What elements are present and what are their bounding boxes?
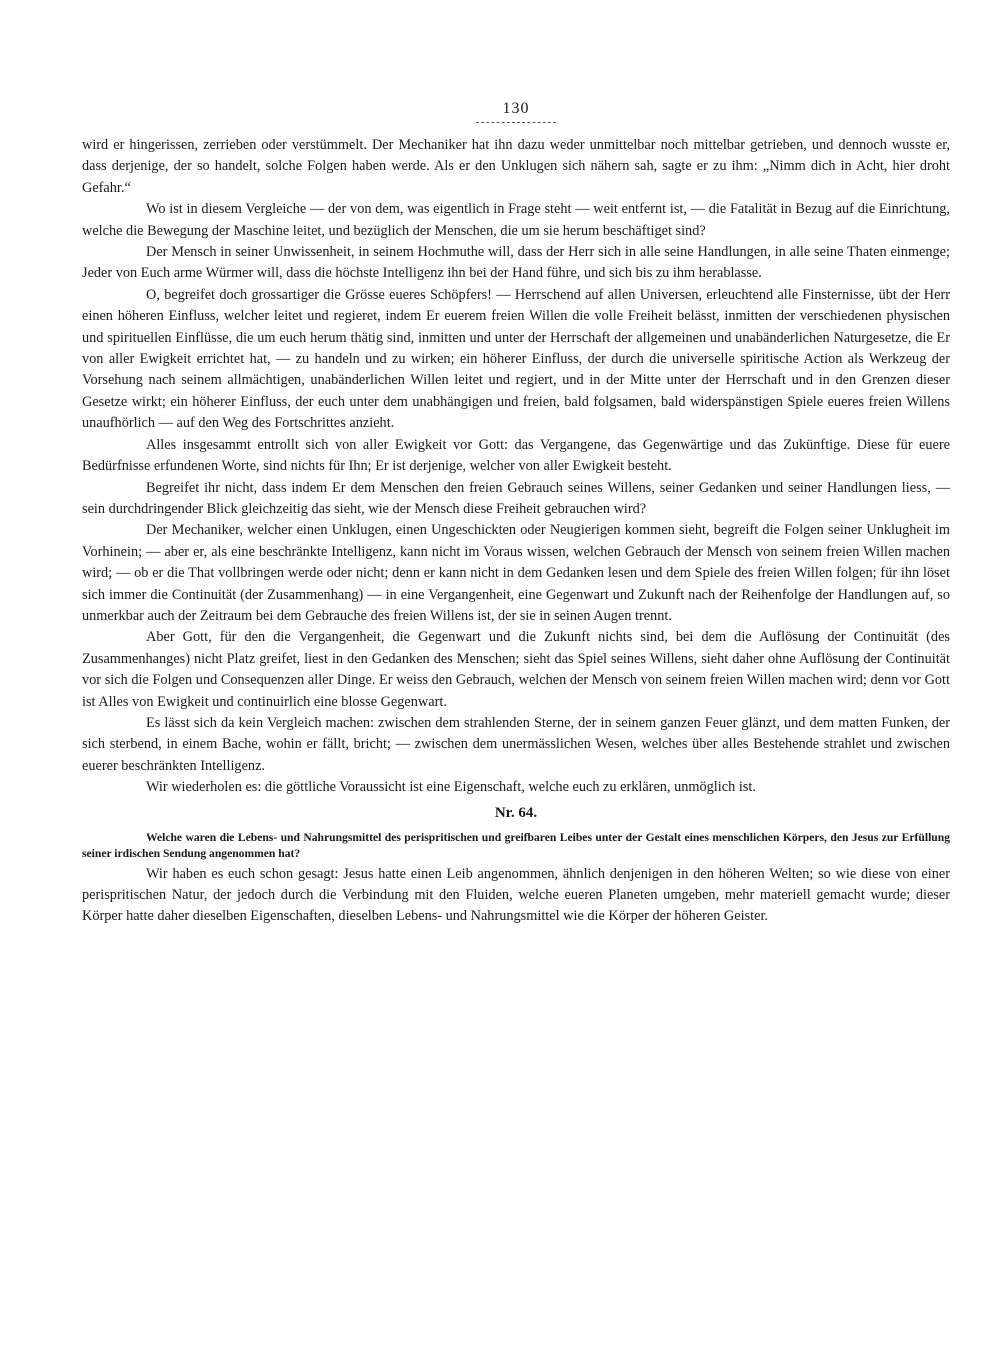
- page-number-rule: [476, 122, 556, 123]
- paragraph-1: wird er hingerissen, zerrieben oder verstümmelt. Der Mechaniker hat ihn dazu weder unmittelbar noch mittelbar getrieben, und dennoch wusste er, dass derjenige, der so handelt, solche Folgen haben werde. Als er den Unklugen sich nähern sah, sagte er zu ihm: „Nimm dich in Acht, hier droht Gefahr.“: [82, 137, 950, 196]
- paragraph-9: Es lässt sich da kein Vergleich machen: zwischen dem strahlenden Sterne, der in seinem ganzen Feuer glänzt, und dem matten Funken, der sich sterbend, in einem Bache, wohin er fällt, bricht; — zwischen dem unermässlichen Wesen, welches über alles Bestehende strahlet und zwischen euerer beschränkten Intelligenz.: [82, 714, 950, 774]
- section-answer: Wir haben es euch schon gesagt: Jesus hatte einen Leib angenommen, ähnlich denjenigen in den höheren Welten; so wie diese von einer perispritischen Natur, der jedoch durch die Verbindung mit den Fluiden, welche eueren Planeten umgeben, mehr materiell gemacht wurde; dieser Körper hatte daher dieselben Eigenschaften, dieselben Lebens- und Nahrungsmittel wie die Körper der höheren Geister.: [82, 865, 950, 925]
- paragraph-8: Aber Gott, für den die Vergangenheit, die Gegenwart und die Zukunft nichts sind, bei dem die Auflösung der Continuität (des Zusammenhanges) nicht Platz greifet, liest in den Gedanken des Menschen; sieht das Spiel seines Willens, sieht daher ohne Auflösung der Continuität vor sich die Folgen und Consequenzen aller Dinge. Er weiss den Gebrauch, welchen der Mensch von seinem freien Willen machen wird; denn vor Gott ist Alles von Ewigkeit und continuirlich eine blosse Gegenwart.: [82, 629, 950, 710]
- section-question: Welche waren die Lebens- und Nahrungsmittel des perispritischen und greifbaren Leibes unter der Gestalt eines menschlichen Körpers, den Jesus zur Erfüllung seiner irdischen Sendung angenommen hat?: [82, 830, 950, 860]
- paragraph-4: O, begreifet doch grossartiger die Grösse eueres Schöpfers! — Herrschend auf allen Universen, erleuchtend alle Finsternisse, übt der Herr einen höheren Einfluss, welcher leitet und regieret, indem Er euerem freien Willen die volle Freiheit belässt, inmitten der verschiedenen physischen und spirituellen Einflüsse, die um euch herum thätig sind, inmitten und unter der Herrschaft der allgemeinen und unabänderlichen Naturgesetze, die Er von aller Ewigkeit errichtet hat, — zu handeln und zu wirken; ein höherer Einfluss, der durch die universelle spiritische Action als Werkzeug der Vorsehung nach seinem allmächtigen, unabänderlichen Willen leitet und regiert, und in der Mitte unter der Herrschaft und in den Grenzen dieser Gesetze wirkt; ein höherer Einfluss, der euch unter dem unabhängigen und freien, bald folgsamen, bald widerspänstigen Spiele eueres freien Willens unaufhörlich — auf den Weg des Fortschrittes anzieht.: [82, 286, 950, 432]
- document-page: [82, 100, 950, 928]
- paragraph-5: Alles insgesammt entrollt sich von aller Ewigkeit vor Gott: das Vergangene, das Gegenwärtige und das Zukünftige. Diese für euere Bedürfnisse erfundenen Worte, sind nichts für Ihn; Er ist derjenige, welcher von aller Ewigkeit besteht.: [82, 436, 950, 475]
- paragraph-10: Wir wiederholen es: die göttliche Voraussicht ist eine Eigenschaft, welche euch zu erklären, unmöglich ist.: [146, 779, 756, 796]
- page-number: 130: [502, 100, 530, 117]
- paragraph-6: Begreifet ihr nicht, dass indem Er dem Menschen den freien Gebrauch seines Willens, seiner Gedanken und seiner Handlungen liess, — sein durchdringender Blick gleichzeitig das sieht, wie der Mensch diese Freiheit gebrauchen wird?: [82, 479, 950, 517]
- paragraph-2: Wo ist in diesem Vergleiche — der von dem, was eigentlich in Frage steht — weit entfernt ist, — die Fatalität in Bezug auf die Einrichtung, welche die Bewegung der Maschine leitet, und bezüglich der Menschen, die um sie herum beschäftiget sind?: [82, 201, 950, 239]
- paragraph-7: Der Mechaniker, welcher einen Unklugen, einen Ungeschickten oder Neugierigen kommen sieht, begreift die Folgen seiner Unklugheit im Vorhinein; — aber er, als eine beschränkte Intelligenz, kann nicht im Voraus wissen, welchen Gebrauch der Mensch von seinem freien Willen machen wird; — ob er die That vollbringen werde oder nicht; denn er kann nicht in dem Gedanken lesen und dem Spiele des freien Willen folgen; für ihn löset sich immer die Continuität (der Zusammenhang) — in eine Vergangenheit, eine Gegenwart und Zukunft nach der Reihenfolge der Handlungen auf, so unmerkbar auch der Zeitraum bei dem Gebrauche des freien Willens ist, der sie in seinen Augen trennt.: [82, 522, 950, 624]
- paragraph-3: Der Mensch in seiner Unwissenheit, in seinem Hochmuthe will, dass der Herr sich in alle seine Handlungen, in alle seine Thaten einmenge; Jeder von Euch arme Würmer will, dass die höchste Intelligenz ihn bei der Hand führe, und sich bis zu ihm herablasse.: [82, 244, 950, 282]
- section-number: Nr. 64.: [494, 804, 538, 821]
